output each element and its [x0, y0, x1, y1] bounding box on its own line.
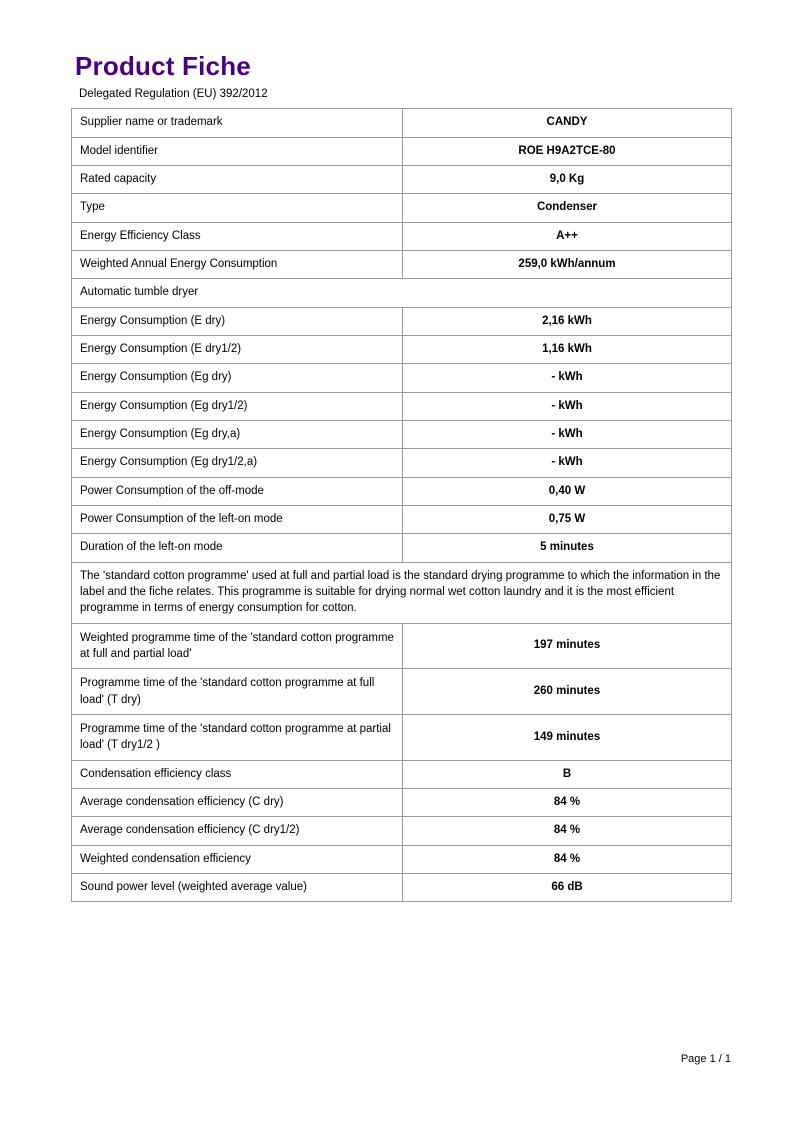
table-value-cell: 2,16 kWh: [403, 307, 732, 335]
table-row: [72, 562, 732, 623]
table-value-cell: - kWh: [403, 364, 732, 392]
table-label-cell: Power Consumption of the off-mode: [72, 477, 403, 505]
table-value-cell: CANDY: [403, 109, 732, 137]
table-value-cell: - kWh: [403, 392, 732, 420]
table-label-cell: Energy Efficiency Class: [72, 222, 403, 250]
table-row: [72, 873, 732, 901]
table-row: [72, 194, 732, 222]
table-row: [72, 477, 732, 505]
table-value-cell: 84 %: [403, 788, 732, 816]
table-row: [72, 392, 732, 420]
table-label-cell: Energy Consumption (Eg dry): [72, 364, 403, 392]
table-value-cell: 149 minutes: [403, 714, 732, 760]
table-label-cell: Condensation efficiency class: [72, 760, 403, 788]
table-row: [72, 421, 732, 449]
table-row: [72, 506, 732, 534]
regulation-subtitle: Delegated Regulation (EU) 392/2012: [79, 87, 268, 100]
table-value-cell: 84 %: [403, 845, 732, 873]
table-note-cell: The 'standard cotton programme' used at full and partial load is the standard drying programme to which the information in the label and the fiche relates. This programme is suitable for drying normal wet cotton laundry and it is the most efficient programme in terms of energy consumption for cotton.: [72, 562, 732, 623]
table-value-cell: Condenser: [403, 194, 732, 222]
table-value-cell: 260 minutes: [403, 669, 732, 715]
table-value-cell: - kWh: [403, 449, 732, 477]
table-row: [72, 251, 732, 279]
table-row: [72, 166, 732, 194]
table-row: [72, 336, 732, 364]
table-value-cell: B: [403, 760, 732, 788]
table-label-cell: Average condensation efficiency (C dry): [72, 788, 403, 816]
table-row: [72, 623, 732, 669]
table-value-cell: 1,16 kWh: [403, 336, 732, 364]
table-label-cell: Programme time of the 'standard cotton programme at full load' (T dry): [72, 669, 403, 715]
table-label-cell: Power Consumption of the left-on mode: [72, 506, 403, 534]
table-value-cell: 197 minutes: [403, 623, 732, 669]
table-row: [72, 534, 732, 562]
table-label-cell: Energy Consumption (Eg dry1/2,a): [72, 449, 403, 477]
table-label-cell: Model identifier: [72, 137, 403, 165]
table-value-cell: 0,40 W: [403, 477, 732, 505]
table-label-cell: Weighted condensation efficiency: [72, 845, 403, 873]
table-label-cell: Energy Consumption (Eg dry,a): [72, 421, 403, 449]
table-row: [72, 109, 732, 137]
table-value-cell: ROE H9A2TCE-80: [403, 137, 732, 165]
table-value-cell: 259,0 kWh/annum: [403, 251, 732, 279]
table-row: [72, 669, 732, 715]
table-row: [72, 364, 732, 392]
table-row: [72, 137, 732, 165]
table-value-cell: 84 %: [403, 817, 732, 845]
table-row: [72, 760, 732, 788]
table-row: [72, 449, 732, 477]
table-label-cell: Sound power level (weighted average value): [72, 873, 403, 901]
table-row: [72, 222, 732, 250]
table-value-cell: A++: [403, 222, 732, 250]
table-label-cell: Duration of the left-on mode: [72, 534, 403, 562]
table-value-cell: - kWh: [403, 421, 732, 449]
table-value-cell: 9,0 Kg: [403, 166, 732, 194]
page-footer: Page 1 / 1: [680, 1053, 731, 1065]
table-label-cell: Programme time of the 'standard cotton programme at partial load' (T dry1/2 ): [72, 714, 403, 760]
table-label-cell: Weighted Annual Energy Consumption: [72, 251, 403, 279]
table-label-cell: Weighted programme time of the 'standard cotton programme at full and partial load': [72, 623, 403, 669]
table-label-cell: Supplier name or trademark: [72, 109, 403, 137]
table-label-cell: Energy Consumption (E dry1/2): [72, 336, 403, 364]
table-value-cell: 0,75 W: [403, 506, 732, 534]
table-row: [72, 788, 732, 816]
table-label-cell: Rated capacity: [72, 166, 403, 194]
table-value-cell: 5 minutes: [403, 534, 732, 562]
table-row: [72, 279, 732, 307]
document-content: [71, 44, 731, 902]
table-label-cell: Energy Consumption (Eg dry1/2): [72, 392, 403, 420]
table-row: [72, 307, 732, 335]
table-label-cell: Type: [72, 194, 403, 222]
page-title: Product Fiche: [75, 51, 251, 81]
table-section-cell: Automatic tumble dryer: [72, 279, 732, 307]
table-row: [72, 845, 732, 873]
table-row: [72, 714, 732, 760]
table-label-cell: Average condensation efficiency (C dry1/2): [72, 817, 403, 845]
table-label-cell: Energy Consumption (E dry): [72, 307, 403, 335]
table-row: [72, 817, 732, 845]
product-fiche-table: [71, 108, 732, 902]
table-value-cell: 66 dB: [403, 873, 732, 901]
